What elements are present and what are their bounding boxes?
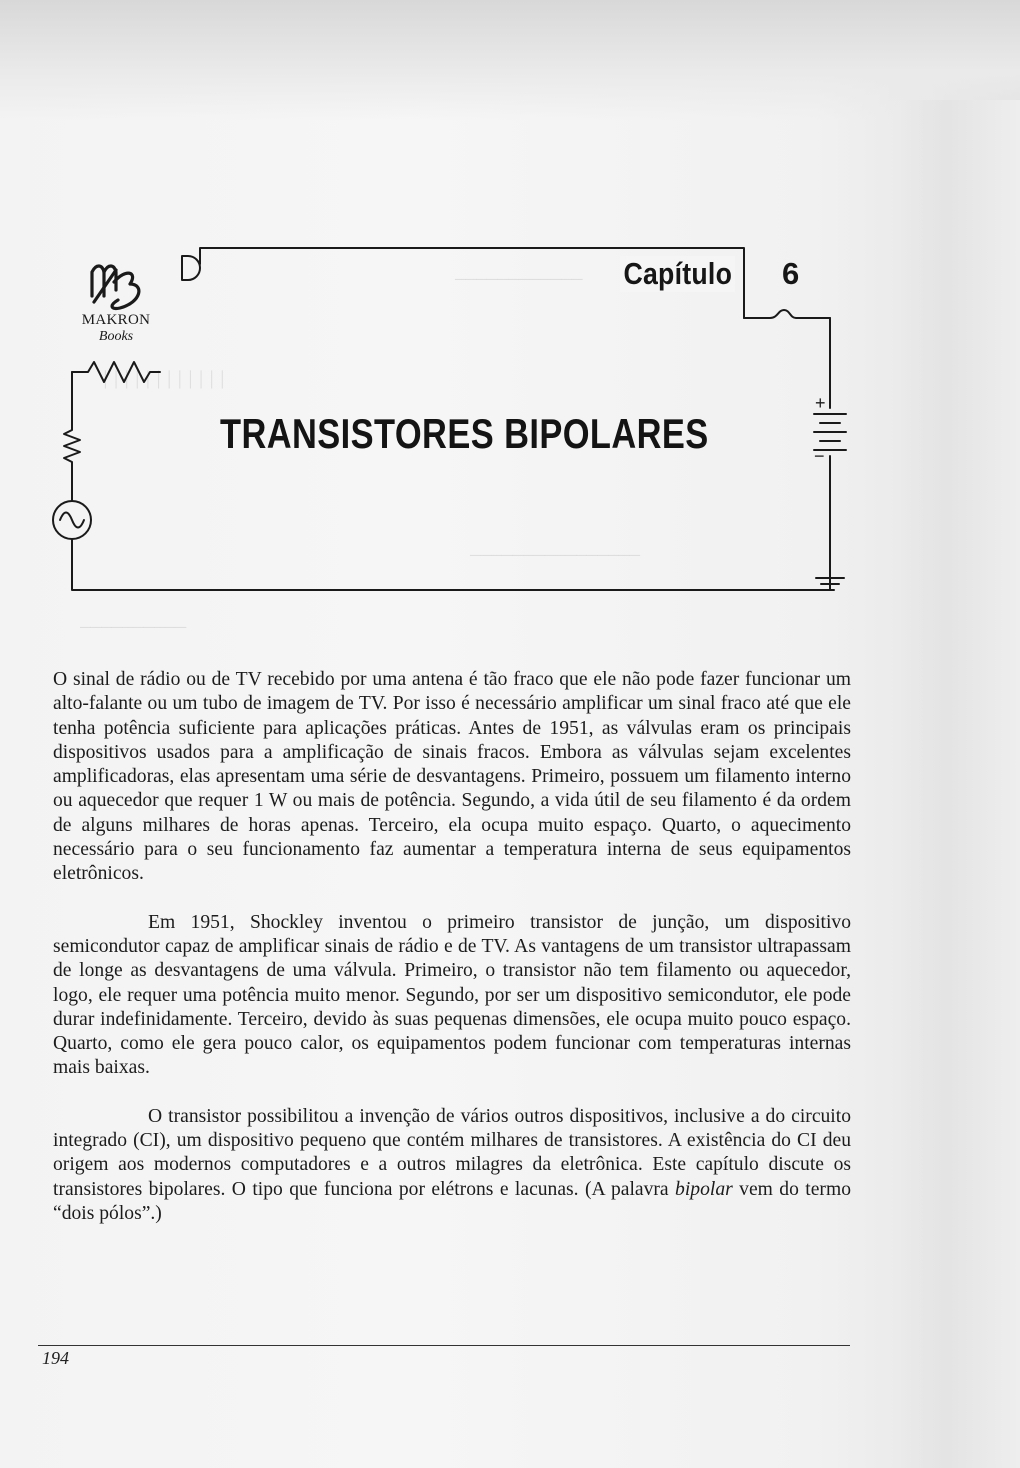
chapter-label: Capítulo xyxy=(620,256,736,292)
paragraph-3 xyxy=(53,1105,851,1226)
chapter-title: TRANSISTORES BIPOLARES xyxy=(220,410,709,457)
chapter-number: 6 xyxy=(782,256,800,291)
battery-plus-sign: + xyxy=(815,393,826,413)
paragraph-3-start: O transistor possibilitou a invenção de vários outros dispositivos, inclusive a do circuito integrado (CI), um dispositivo pequeno que contém milhares de transistores. A existência do CI deu origem aos modernos computadores e a outros milagres da eletrônica. Este capítulo discute os transistores bipolares. O tipo que funciona por elétrons e lacunas. (A palavra xyxy=(53,1105,851,1200)
paragraph-3-end: vem do termo “dois pólos”.) xyxy=(53,1178,851,1224)
battery-minus-sign: − xyxy=(814,446,825,466)
paragraph-2: Em 1951, Shockley inventou o primeiro transistor de junção, um dispositivo semicondutor capaz de amplificar sinais de rádio e de TV. As vantagens de um transistor ultrapassam de longe as desvantagens de uma válvula. Primeiro, o transistor não tem filamento ou aquecedor, logo, ele requer uma potência muito menor. Segundo, por ser um dispositivo semicondutor, ele pode durar indefinidamente. Terceiro, devido às suas pequenas dimensões, ele ocupa muito pouco espaço. Quarto, como ele gera pouco calor, os equipamentos podem funcionar com temperaturas internas mais baixas. xyxy=(53,911,851,1079)
left-resistor xyxy=(64,420,80,470)
top-resistor xyxy=(72,362,160,382)
page-number: 194 xyxy=(42,1348,69,1368)
chapter-body xyxy=(53,668,851,1250)
publisher-name: MAKRON xyxy=(81,312,151,328)
publisher-imprint: Books xyxy=(98,329,134,344)
switch-symbol xyxy=(744,310,830,318)
bottom-wire xyxy=(72,540,830,590)
footer-rule xyxy=(38,1345,850,1346)
paragraph-1: O sinal de rádio ou de TV recebido por uma antena é tão fraco que ele não pode fazer funcionar um alto-falante ou um tubo de imagem de TV. Por isso é necessário amplificar um sinal fraco até que ele tenha potência suficiente para aplicações práticas. Antes de 1951, as válvulas eram os principais dispositivos usados para a amplificação de sinais fracos. Embora as válvulas sejam excelentes amplificadoras, elas apresentam uma série de desvantagens. Primeiro, possuem um filamento interno ou aquecedor que requer 1 W ou mais de potência. Segundo, a vida útil de seu filamento é da ordem de alguns milhares de horas apenas. Terceiro, ela ocupa muito espaço. Quarto, o aquecimento necessário para o seu funcionamento faz aumentar a temperatura interna de seus equipamentos eletrônicos. xyxy=(53,669,851,885)
paragraph-3-emphasis: bipolar xyxy=(675,1178,733,1200)
ac-source-wave xyxy=(60,513,84,528)
